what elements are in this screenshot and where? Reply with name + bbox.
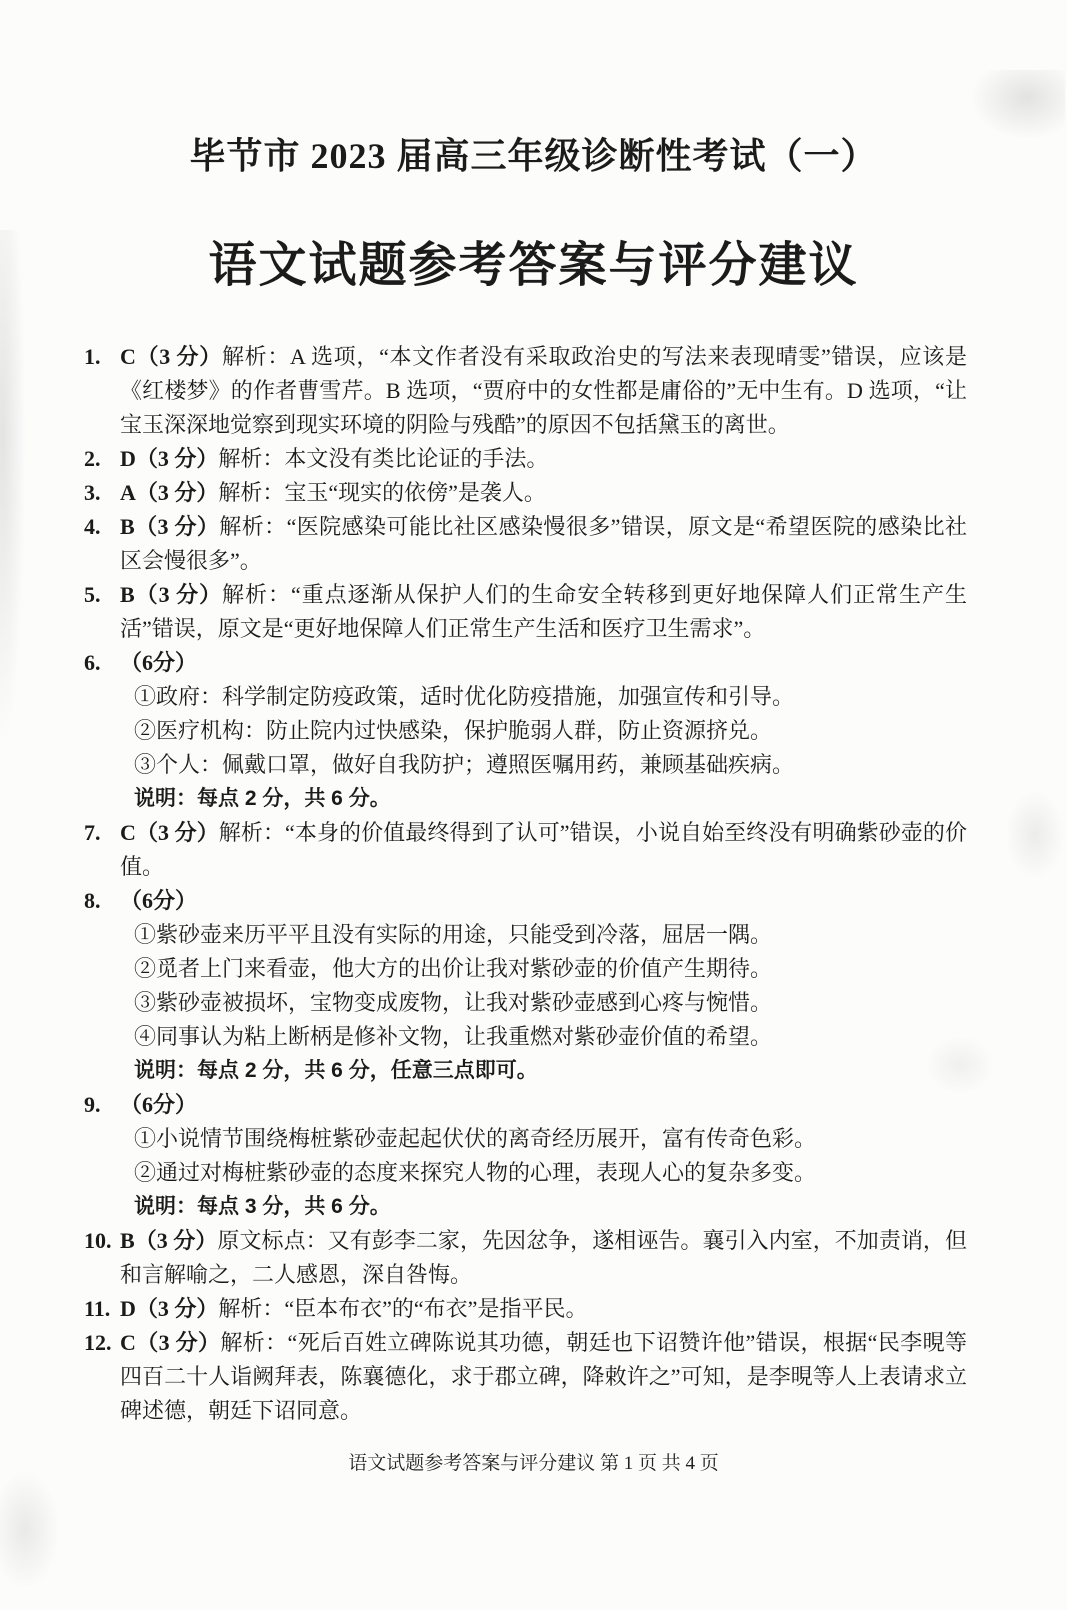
answer-main	[120, 340, 967, 442]
answer-number: 5.	[84, 582, 101, 607]
answer-item	[84, 510, 967, 578]
answer-subline: ②通过对梅桩紫砂壶的态度来探究人物的心理，表现人心的复杂多变。	[134, 1160, 817, 1185]
answer-letter: C（3 分）	[120, 820, 219, 845]
answer-text: 解析：“医院感染可能比社区感染慢很多”错误，原文是“希望医院的感染比社区会慢很多”。	[120, 514, 967, 573]
answer-subline: ②医疗机构：防止院内过快感染，保护脆弱人群，防止资源挤兑。	[134, 718, 773, 743]
answer-number: 3.	[84, 480, 101, 505]
answer-number: 1.	[84, 344, 101, 369]
answer-subline: ①小说情节围绕梅桩紫砂壶起起伏伏的离奇经历展开，富有传奇色彩。	[134, 1126, 817, 1151]
answer-item	[84, 1292, 967, 1326]
answer-subline: ③紫砂壶被损坏，宝物变成废物，让我对紫砂壶感到心疼与惋惜。	[134, 990, 773, 1015]
answer-item	[84, 646, 967, 816]
answer-item	[84, 340, 967, 442]
answer-item	[84, 1088, 967, 1224]
answer-item	[84, 442, 967, 476]
answer-item	[84, 884, 967, 1088]
answer-main	[120, 510, 967, 578]
answer-main	[120, 1088, 967, 1122]
answer-letter: A（3 分）	[120, 480, 219, 505]
answer-text: 解析：“本身的价值最终得到了认可”错误，小说自始至终没有明确紫砂壶的价值。	[120, 820, 967, 879]
answer-item	[84, 476, 967, 510]
answer-text: 解析：A 选项，“本文作者没有采取政治史的写法来表现晴雯”错误，应该是《红楼梦》的作者曹雪芹。B 选项，“贾府中的女性都是庸俗的”无中生有。D 选项，“让宝玉深深地觉察到现实环境的阴险与残酷”的原因不包括黛玉的离世。	[120, 344, 967, 437]
answer-main	[120, 816, 967, 884]
answer-main	[120, 1326, 967, 1428]
answer-subline: ④同事认为粘上断柄是修补文物，让我重燃对紫砂壶价值的希望。	[134, 1024, 773, 1049]
answer-letter: C（3 分）	[120, 1330, 221, 1355]
answer-content	[120, 476, 967, 510]
page-footer: 语文试题参考答案与评分建议 第 1 页 共 4 页	[348, 1453, 719, 1474]
answer-content	[120, 1088, 967, 1224]
answer-number: 8.	[84, 888, 101, 913]
answer-content	[120, 646, 967, 816]
answer-subline: ①紫砂壶来历平平且没有实际的用途，只能受到冷落，屈居一隅。	[134, 922, 773, 947]
answer-main	[120, 884, 967, 918]
answer-list	[84, 340, 967, 1428]
answer-text: 解析：“死后百姓立碑陈说其功德，朝廷也下诏赞许他”错误，根据“民李晛等四百二十人诣阙拜表，陈襄德化，求于郡立碑，降敕许之”可知，是李晛等人上表请求立碑述德，朝廷下诏同意。	[120, 1330, 968, 1423]
answer-item	[84, 578, 967, 646]
answer-content	[120, 1224, 967, 1292]
answer-letter: B（3 分）	[120, 582, 223, 607]
answer-note: 说明：每点 2 分，共 6 分。	[134, 787, 391, 810]
answer-content	[120, 1292, 967, 1326]
answer-main	[120, 1292, 967, 1326]
answer-content	[120, 1326, 967, 1428]
answer-content	[120, 884, 967, 1088]
answer-main	[120, 1224, 967, 1292]
answer-letter: B（3 分）	[120, 514, 220, 539]
answer-content	[120, 442, 967, 476]
answer-content	[120, 578, 967, 646]
answer-content	[120, 816, 967, 884]
answer-text: 原文标点：又有彭李二家，先因忿争，遂相诬告。襄引入内室，不加责诮，但和言解喻之，二人感恩，深自咎悔。	[120, 1228, 967, 1287]
answer-number: 9.	[84, 1092, 101, 1117]
answer-main	[120, 442, 967, 476]
answer-number: 10.	[84, 1228, 112, 1253]
answer-item	[84, 1326, 967, 1428]
scan-artifact	[0, 230, 26, 750]
answer-letter: B（3 分）	[120, 1228, 218, 1253]
answer-subline: ①政府：科学制定防疫政策，适时优化防疫措施，加强宣传和引导。	[134, 684, 795, 709]
answer-letter: （6分）	[120, 888, 198, 913]
answer-number: 2.	[84, 446, 101, 471]
answer-item	[84, 816, 967, 884]
answer-note: 说明：每点 3 分，共 6 分。	[134, 1195, 391, 1218]
answer-letter: C（3 分）	[120, 344, 222, 369]
answer-main	[120, 476, 967, 510]
answer-number: 7.	[84, 820, 101, 845]
doc-title: 语文试题参考答案与评分建议	[208, 239, 859, 292]
answer-main	[120, 578, 967, 646]
answer-letter: D（3 分）	[120, 1296, 219, 1321]
answer-number: 6.	[84, 650, 101, 675]
answer-text: 解析：“臣本布衣”的“布衣”是指平民。	[218, 1296, 588, 1321]
answer-subline: ③个人：佩戴口罩，做好自我防护；遵照医嘱用药，兼顾基础疾病。	[134, 752, 795, 777]
answer-number: 12.	[84, 1330, 112, 1355]
answer-content	[120, 510, 967, 578]
scan-artifact	[970, 70, 1065, 140]
answer-letter: （6分）	[120, 1092, 198, 1117]
answer-note: 说明：每点 2 分，共 6 分，任意三点即可。	[134, 1059, 538, 1082]
scan-artifact	[0, 1470, 60, 1590]
answer-number: 4.	[84, 514, 101, 539]
answer-subline: ②觅者上门来看壶，他大方的出价让我对紫砂壶的价值产生期待。	[134, 956, 773, 981]
answer-letter: D（3 分）	[120, 446, 219, 471]
answer-item	[84, 1224, 967, 1292]
answer-main	[120, 646, 967, 680]
scan-artifact	[1005, 790, 1065, 880]
answer-number: 11.	[84, 1296, 111, 1321]
answer-text: 解析：本文没有类比论证的手法。	[218, 446, 549, 471]
answer-text: 解析：“重点逐渐从保护人们的生命安全转移到更好地保障人们正常生产生活”错误，原文是“更好地保障人们正常生产生活和医疗卫生需求”。	[120, 582, 967, 641]
answer-letter: （6分）	[120, 650, 198, 675]
answer-text: 解析：宝玉“现实的依傍”是袭人。	[218, 480, 546, 505]
exam-title: 毕节市 2023 届高三年级诊断性考试（一）	[189, 136, 878, 176]
answer-content	[120, 340, 967, 442]
